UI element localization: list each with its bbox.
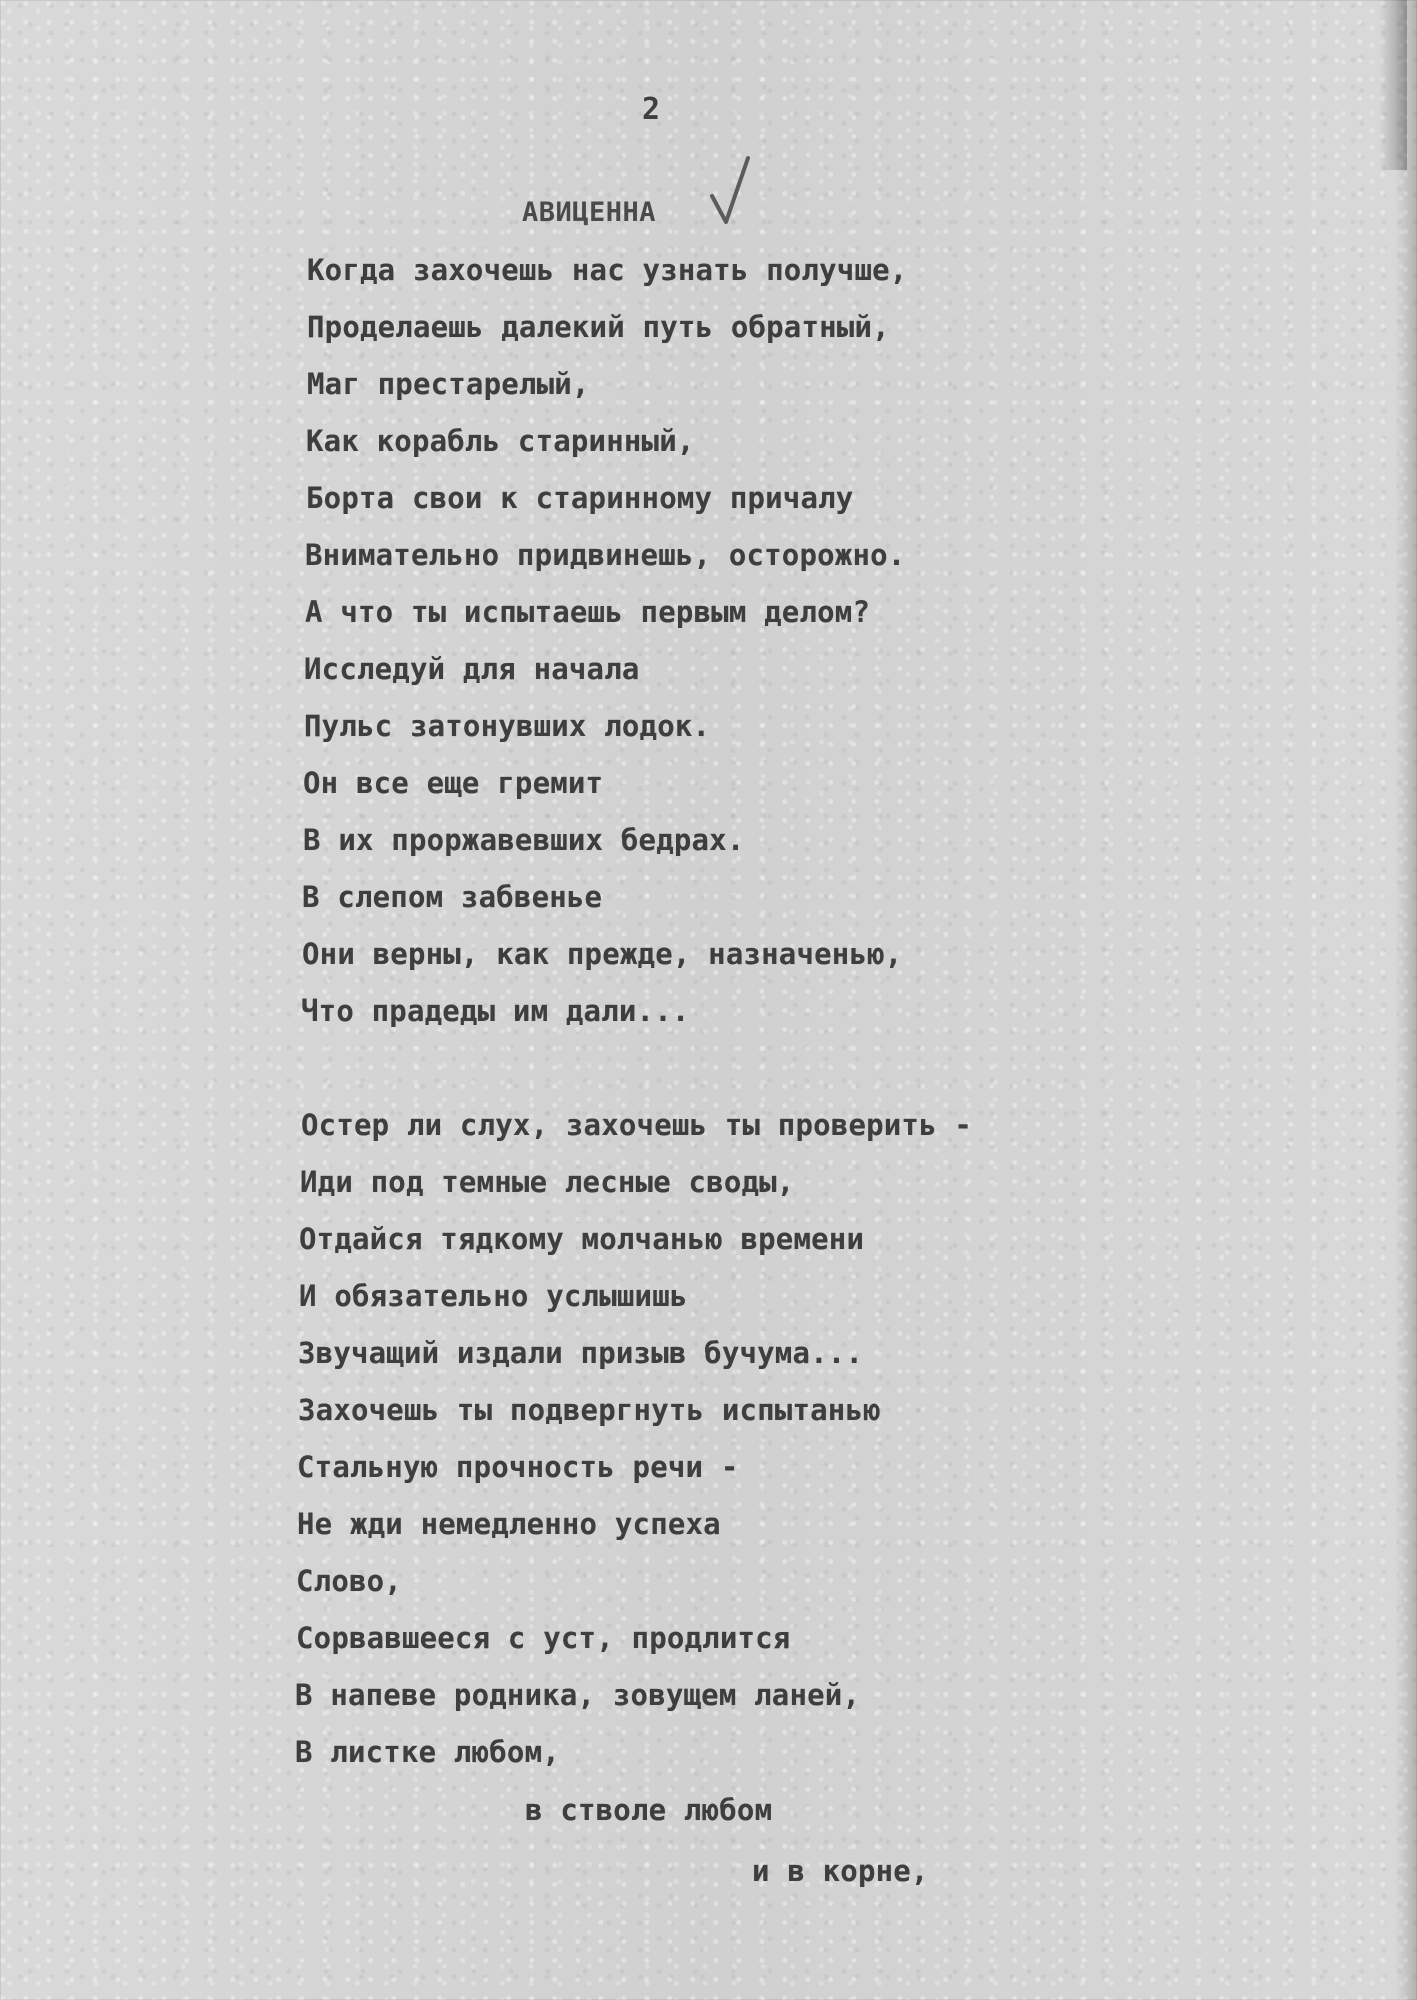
- poem-line-16: Иди под темные лесные своды,: [300, 1165, 795, 1199]
- poem-line-3: Маг престарелый,: [307, 367, 590, 401]
- poem-line-4: Как корабль старинный,: [306, 424, 695, 458]
- poem-line-10: Он все еще гремит: [303, 766, 604, 800]
- poem-line-19: Звучащий издали призыв бучума...: [298, 1336, 864, 1370]
- poem-line-17: Отдайся тядкому молчанью времени: [299, 1222, 865, 1256]
- poem-line-6: Внимательно придвинешь, осторожно.: [305, 538, 906, 572]
- paper-edge-mark: [1379, 0, 1407, 170]
- poem-line-27: в стволе любом: [525, 1793, 773, 1827]
- page-number: 2: [642, 92, 661, 127]
- poem-line-28: и в корне,: [752, 1854, 929, 1888]
- poem-line-11: В их проржавевших бедрах.: [303, 823, 745, 857]
- poem-line-5: Борта свои к старинному причалу: [306, 481, 854, 515]
- poem-line-8: Исследуй для начала: [304, 652, 640, 686]
- poem-line-1: Когда захочешь нас узнать получше,: [307, 253, 908, 287]
- poem-line-24: Сорвавшееся с уст, продлится: [296, 1621, 791, 1655]
- poem-line-2: Проделаешь далекий путь обратный,: [307, 310, 890, 344]
- checkmark-icon: [706, 150, 756, 228]
- page-edge-shadow: [1395, 0, 1417, 2000]
- poem-line-26: В листке любом,: [295, 1735, 560, 1769]
- poem-line-12: В слепом забвенье: [302, 880, 603, 914]
- poem-line-9: Пульс затонувших лодок.: [304, 709, 711, 743]
- poem-line-15: Остер ли слух, захочешь ты проверить -: [301, 1108, 973, 1142]
- poem-line-21: Стальную прочность речи -: [297, 1450, 739, 1484]
- poem-line-23: Слово,: [296, 1564, 402, 1598]
- poem-line-18: И обязательно услышишь: [299, 1279, 688, 1313]
- poem-line-7: А что ты испытаешь первым делом?: [305, 595, 871, 629]
- poem-line-20: Захочешь ты подвергнуть испытанью: [298, 1393, 881, 1427]
- poem-line-13: Они верны, как прежде, назначенью,: [302, 937, 903, 971]
- poem-line-22: Не жди немедленно успеха: [297, 1507, 721, 1541]
- poem-title: АВИЦЕННА: [522, 197, 657, 228]
- poem-line-25: В напеве родника, зовущем ланей,: [295, 1678, 861, 1712]
- poem-line-14: Что прадеды им дали...: [301, 994, 690, 1028]
